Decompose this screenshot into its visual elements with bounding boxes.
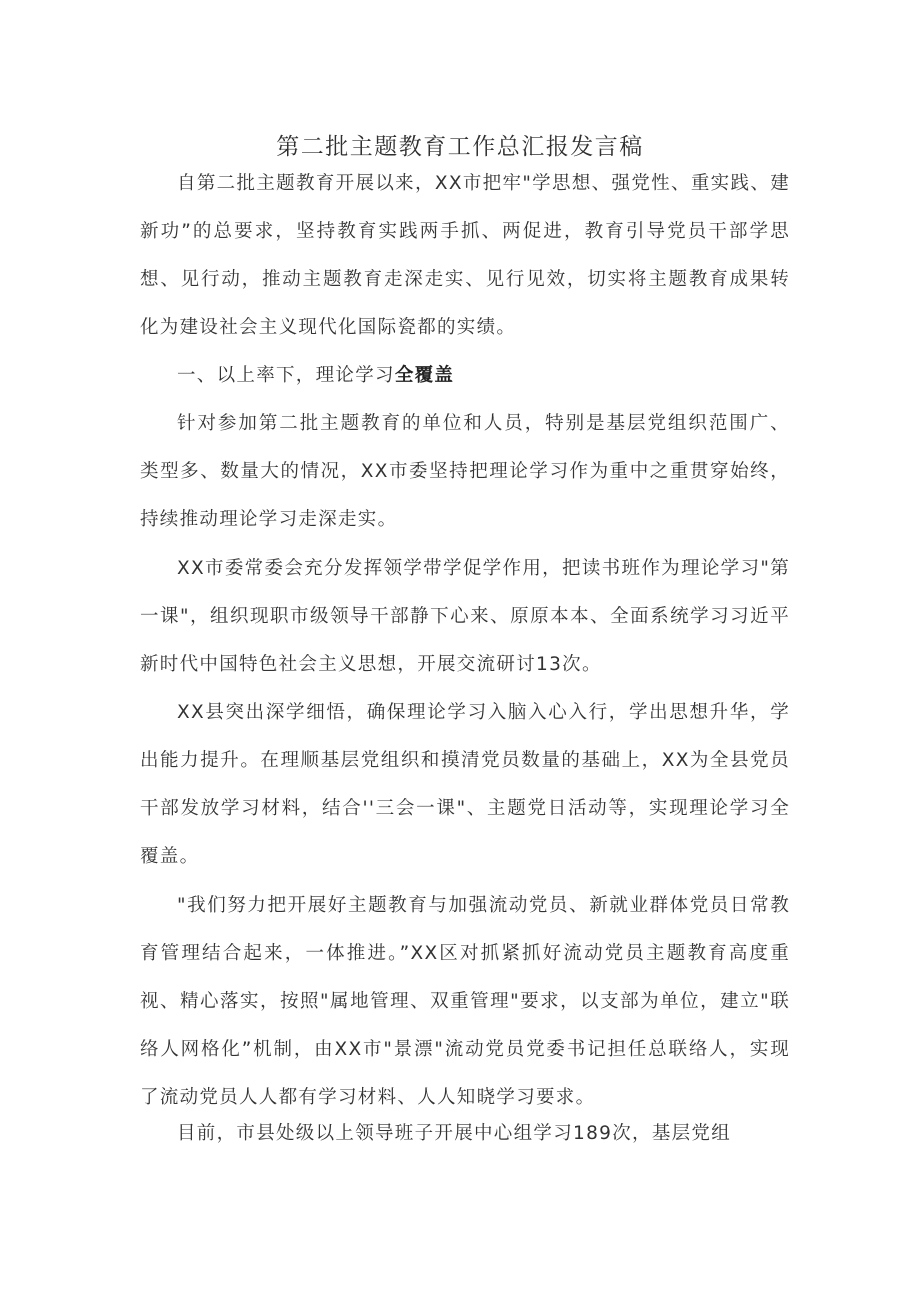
paragraph-intro: 自第二批主题教育开展以来，XX市把牢"学思想、强党性、重实践、建新功”的总要求，坚持教育实践两手抓、两促进，教育引导党员干部学思想、见行动，推动主题教育走深走实、见行见效，切实将主题教育成果转化为建设社会主义现代化国际瓷都的实绩。 bbox=[140, 173, 790, 338]
document-title: 第二批主题教育工作总汇报发言稿 bbox=[276, 134, 644, 161]
section-heading-emphasis: 全覆盖 bbox=[394, 365, 455, 386]
paragraph-county: XX县突出深学细悟，确保理论学习入脑入心入行，学出思想升华，学出能力提升。在理顺基层党组织和摸清党员数量的基础上，XX为全县党员干部发放学习材料，结合''三会一课"、主题党日活动等，实现理论学习全覆盖。 bbox=[140, 702, 790, 867]
section-heading-text: 一、以上率下，理论学习 bbox=[177, 365, 395, 386]
paragraph-current-status: 目前，市县处级以上领导班子开展中心组学习189次，基层党组 bbox=[177, 1123, 732, 1144]
paragraph-city-committee: XX市委常委会充分发挥领学带学促学作用，把读书班作为理论学习"第一课"，组织现职市级领导干部静下心来、原原本本、全面系统学习习近平新时代中国特色社会主义思想，开展交流研讨13次。 bbox=[140, 558, 790, 675]
section-heading-1 bbox=[140, 352, 790, 400]
paragraph-district: "我们努力把开展好主题教育与加强流动党员、新就业群体党员日常教育管理结合起来，一体推进。”XX区对抓紧抓好流动党员主题教育高度重视、精心落实，按照"属地管理、双重管理"要求，以支部为单位，建立"联络人网格化”机制，由XX市"景漂"流动党员党委书记担任总联络人，实现了流动党员人人都有学习材料、人人知晓学习要求。 bbox=[140, 895, 790, 1108]
paragraph-scope: 针对参加第二批主题教育的单位和人员，特别是基层党组织范围广、类型多、数量大的情况，XX市委坚持把理论学习作为重中之重贯穿始终，持续推动理论学习走深走实。 bbox=[140, 413, 790, 530]
